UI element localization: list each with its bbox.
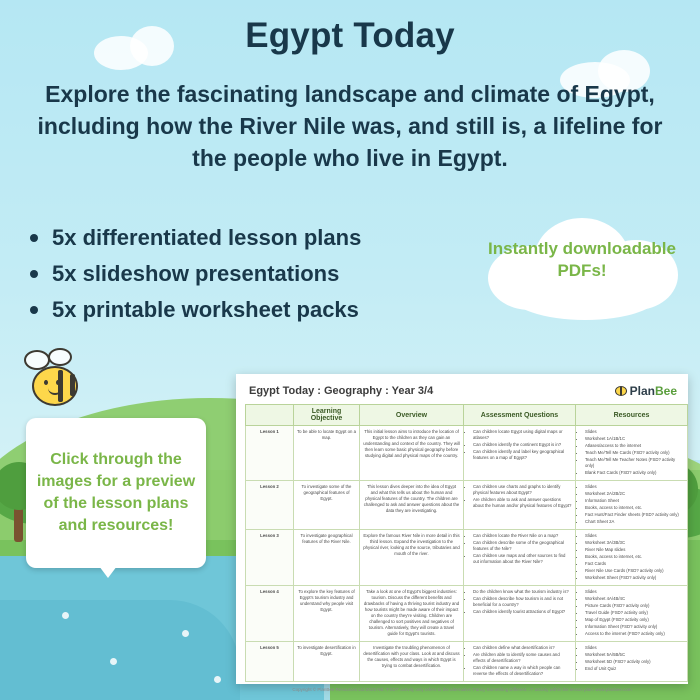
list-item: • Atlases/access to the internet [585, 443, 684, 449]
flower-decoration [214, 676, 221, 683]
lesson-number: Lesson 4 [246, 586, 294, 642]
resources-cell [576, 481, 688, 530]
list-item: 5x differentiated lesson plans [22, 220, 452, 256]
list-item: • Slides [585, 589, 684, 595]
learning-objective-cell: To explore the key features of Egypt's tourism industry and understand why people visit Egypt. [294, 586, 360, 642]
col-resources: Resources [576, 405, 688, 426]
assessment-cell [464, 481, 576, 530]
list-item: • Slides [585, 429, 684, 435]
overview-cell: This initial lesson aims to introduce the location of Egypt to the children as they can gain an understanding and context of the country. They will then learn some basic physical geography before studying digital and physical maps of the country. [360, 426, 464, 481]
bee-icon [615, 386, 627, 396]
callout-label: Click through the images for a preview of the lesson plans and resources! [36, 451, 196, 534]
learning-objective-cell: To investigate desertification in Egypt. [294, 642, 360, 682]
resources-cell [576, 642, 688, 682]
col-objective: Learning Objective [294, 405, 360, 426]
list-item: • Books, access to internet, etc. [585, 554, 684, 560]
bee-mascot-icon [18, 348, 92, 414]
list-item: • Books, access to internet, etc. [585, 505, 684, 511]
brand-label [630, 384, 677, 398]
list-item: • Can children describe how tourism is and is not beneficial for a country? [473, 596, 572, 608]
brand-plan: Plan [629, 384, 655, 398]
list-item: • Can children locate the River Nile on a map? [473, 533, 572, 539]
flower-decoration [62, 612, 69, 619]
list-item: • Are children able to identify some causes and effects of desertification? [473, 652, 572, 664]
table-header-row [246, 405, 688, 426]
document-footer: Copyright © PlanBee Resources Ltd 2025 NB: 'FSD?' activity only refers to the alternative 'Fancy Something Different...?' activity within the lesson plan. www.planbee.com [292, 687, 632, 692]
list-item: • Worksheet 4A/4B/4C [585, 596, 684, 602]
list-item: • Slides [585, 484, 684, 490]
assessment-cell [464, 530, 576, 586]
list-item: • Can children name a way in which people can reverse the effects of desertification? [473, 665, 572, 677]
list-item: • Fact Cards [585, 561, 684, 567]
list-item: • Worksheet 2A/2B/2C [585, 491, 684, 497]
list-item: • Worksheet 5D (FSD? activity only) [585, 659, 684, 665]
list-item: • Teach Me/Tell Me Teacher Notes (FSD? activity only) [585, 457, 684, 469]
list-item: • Can children identify the continent Egypt is in? [473, 442, 572, 448]
list-item: • Slides [585, 645, 684, 651]
overview-cell: Take a look at one of Egypt's biggest industries: tourism. Discuss the different benefits and drawbacks of having a thriving tourist industry and how tourists might be made aware of their impact on the country they're visiting. Children are challenged to sort positives and negatives of tourism. Alternatively, they will create a travel guide for Egypt's tourists. [360, 586, 464, 642]
page-title: Egypt Today [245, 16, 455, 55]
flower-decoration [182, 630, 189, 637]
list-item: • Can children describe some of the geographical features of the Nile? [473, 540, 572, 552]
planbee-logo [615, 384, 677, 398]
col-lesson [246, 405, 294, 426]
lesson-number: Lesson 3 [246, 530, 294, 586]
lesson-number: Lesson 5 [246, 642, 294, 682]
list-item: • Can children identify and label key geographical features on a map of Egypt? [473, 449, 572, 461]
list-item: • Travel Guide (FSD? activity only) [585, 610, 684, 616]
bee-eye [56, 380, 60, 385]
list-item: • Worksheet 1A/1B/1C [585, 436, 684, 442]
preview-callout[interactable] [26, 418, 206, 568]
list-item: • Can children use charts and graphs to identify physical features about Egypt? [473, 484, 572, 496]
col-assessment: Assessment Questions [464, 405, 576, 426]
assessment-cell [464, 426, 576, 481]
lesson-number: Lesson 1 [246, 426, 294, 481]
brand-bee-text: Bee [654, 384, 677, 398]
list-item: • Information Sheet (FSD? activity only) [585, 624, 684, 630]
overview-cell: This lesson dives deeper into the idea of Egypt and what this tells us about the human and physical features of the country. The children are challenged to ask and answer questions about the data they are investigating. [360, 481, 464, 530]
table-row [246, 642, 688, 682]
document-title: Egypt Today : Geography : Year 3/4 [249, 385, 434, 397]
bee-eye [44, 380, 48, 385]
list-item: • Picture Cards (FSD? activity only) [585, 603, 684, 609]
document-header [245, 382, 679, 404]
resources-cell [576, 426, 688, 481]
list-item: 5x printable worksheet packs [22, 292, 452, 328]
page-subtitle: Explore the fascinating landscape and climate of Egypt, including how the River Nile was, and still is, a lifeline for the people who live in Egypt. [37, 81, 663, 171]
list-item: • Map of Egypt (FSD? activity only) [585, 617, 684, 623]
list-item: • Slides [585, 533, 684, 539]
table-row [246, 481, 688, 530]
list-item: • Can children locate Egypt using digital maps or atlases? [473, 429, 572, 441]
feature-list [22, 220, 452, 328]
assessment-cell [464, 586, 576, 642]
list-item: • Chart Sheet 2A [585, 519, 684, 525]
badge-label: Instantly downloadable PDFs! [488, 239, 676, 280]
col-overview: Overview [360, 405, 464, 426]
list-item: • Do the children know what the tourism industry is? [473, 589, 572, 595]
bee-stripe [70, 374, 75, 396]
list-item: • End of Unit Quiz [585, 666, 684, 672]
list-item: • Are children able to ask and answer questions about the human and/or physical features of Egypt? [473, 497, 572, 509]
table-row [246, 586, 688, 642]
resources-cell [576, 586, 688, 642]
list-item: • Can children identify tourist attractions of Egypt? [473, 609, 572, 615]
learning-objective-cell: To be able to locate Egypt on a map. [294, 426, 360, 481]
learning-objective-cell: To investigate geographical features of the River Nile. [294, 530, 360, 586]
list-item: • Worksheet Sheet (FSD? activity only) [585, 575, 684, 581]
callout-tail [96, 562, 120, 578]
flower-decoration [110, 658, 117, 665]
river-shape-lower [0, 600, 240, 700]
list-item: • Teach Me/Tell Me Cards (FSD? activity only) [585, 450, 684, 456]
overview-cell: Investigate the troubling phenomenon of desertification with your class. Look at and discuss the causes, effects and ways in which Egypt is trying to combat desertification. [360, 642, 464, 682]
list-item: • Worksheet 3A/3B/3C [585, 540, 684, 546]
lesson-table [245, 404, 688, 682]
table-row [246, 426, 688, 481]
list-item: • Can children define what desertification is? [473, 645, 572, 651]
list-item: • Worksheet 5A/5B/5C [585, 652, 684, 658]
overview-cell: Explore the famous River Nile in more detail in this third lesson. Expand the investigation to the physical river, looking at the source, tributaries and mouth of the river. [360, 530, 464, 586]
list-item: • Information Sheet [585, 498, 684, 504]
list-item: • Access to the internet (FSD? activity only) [585, 631, 684, 637]
table-body [246, 426, 688, 682]
list-item: • Can children use maps and other sources to find out information about the River Nile? [473, 553, 572, 565]
bee-wing [48, 348, 72, 366]
resources-cell [576, 530, 688, 586]
lesson-number: Lesson 2 [246, 481, 294, 530]
downloadable-badge [482, 212, 682, 330]
learning-objective-cell: To investigate some of the geographical features of Egypt. [294, 481, 360, 530]
list-item: • Fact Hunt/Fact Finder sheets (FSD? activity only) [585, 512, 684, 518]
list-item: • River Nile Map slides [585, 547, 684, 553]
assessment-cell [464, 642, 576, 682]
list-item: • River Nile Use Cards (FSD? activity only) [585, 568, 684, 574]
lesson-plan-preview[interactable] [236, 374, 688, 692]
list-item: • Blank Fact Cards (FSD? activity only) [585, 470, 684, 476]
list-item: 5x slideshow presentations [22, 256, 452, 292]
table-row [246, 530, 688, 586]
bee-stripe [58, 370, 63, 402]
